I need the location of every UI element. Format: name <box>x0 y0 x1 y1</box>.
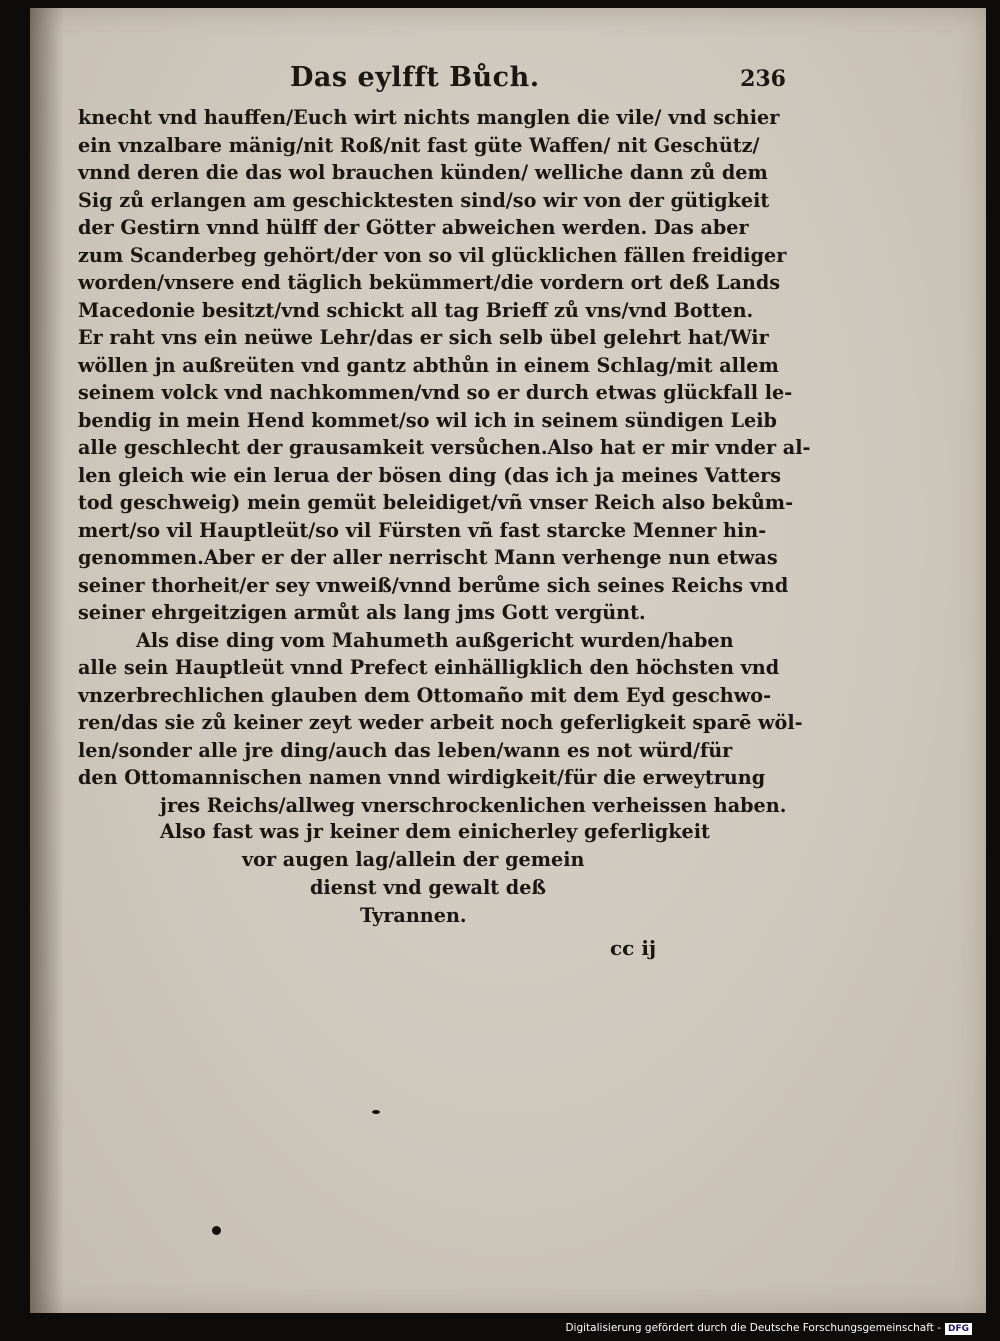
text-line: seiner thorheit/er sey vnweiß/vnnd berůme sich seines Reichs vnd <box>78 573 789 597</box>
text-line: Macedonie besitzt/vnd schickt all tag Brieff zů vns/vnd Botten. <box>78 298 754 322</box>
text-line: knecht vnd hauffen/Euch wirt nichts manglen die vile/ vnd schier <box>78 106 780 129</box>
digitization-credit <box>565 1322 972 1335</box>
closing-line: vor augen lag/allein der gemein <box>242 848 585 871</box>
credit-text: Digitalisierung gefördert durch die Deutsche Forschungsgemeinschaft - <box>565 1322 941 1334</box>
closing-line: Tyrannen. <box>360 904 467 927</box>
text-line: zum Scanderbeg gehört/der von so vil glücklichen fällen freidiger <box>78 243 787 267</box>
text-line: wöllen jn außreüten vnd gantz abthůn in einem Schlag/mit allem <box>78 353 779 377</box>
text-line: den Ottomannischen namen vnnd wirdigkeit/für die erweytrung <box>78 766 766 789</box>
book-page <box>30 8 986 1313</box>
text-line: Er raht vns ein neüwe Lehr/das er sich selb übel gelehrt hat/Wir <box>78 326 769 349</box>
text-line: genommen.Aber er der aller nerrischt Mann verhenge nun etwas <box>78 546 778 569</box>
paragraph-first-line: Als dise ding vom Mahumeth außgericht wurden/haben <box>136 628 734 652</box>
text-line: bendig in mein Hend kommet/so wil ich in seinem sündigen Leib <box>78 408 777 432</box>
text-line: vnzerbrechlichen glauben dem Ottomaño mit dem Eyd geschwo- <box>78 683 772 707</box>
text-line: seiner ehrgeitzigen armůt als lang jms Gott vergünt. <box>78 601 646 624</box>
text-line: vnnd deren die das wol brauchen künden/ welliche dann zů dem <box>78 161 768 184</box>
text-line: len gleich wie ein lerua der bösen ding (das ich ja meines Vatters <box>78 463 782 487</box>
text-line: alle geschlecht der grausamkeit versůchen.Also hat er mir vnder al- <box>78 436 811 459</box>
spine-shadow <box>30 8 64 1313</box>
body-text <box>78 104 811 819</box>
page-header <box>30 62 986 102</box>
folio-number: 236 <box>740 66 786 92</box>
signature-mark: cc ij <box>610 936 657 960</box>
ink-speck <box>372 1110 380 1114</box>
text-line: seinem volck vnd nachkommen/vnd so er durch etwas glückfall le- <box>78 381 793 404</box>
text-line: jres Reichs/allweg vnerschrockenlichen verheissen haben. <box>160 793 787 817</box>
dfg-logo: DFG <box>945 1323 972 1335</box>
text-line: alle sein Hauptleüt vnnd Prefect einhälligklich den höchsten vnd <box>78 656 780 679</box>
text-line: len/sonder alle jre ding/auch das leben/wann es not würd/für <box>78 738 733 762</box>
text-line: Sig zů erlangen am geschicktesten sind/so wir von der gütigkeit <box>78 188 770 212</box>
text-line: ren/das sie zů keiner zeyt weder arbeit noch geferligkeit sparē wöl- <box>78 711 803 734</box>
text-line: tod geschweig) mein gemüt beleidiget/vñ vnser Reich also bekům- <box>78 491 794 514</box>
closing-line: dienst vnd gewalt deß <box>310 876 547 899</box>
text-line: ein vnzalbare mänig/nit Roß/nit fast güte Waffen/ nit Geschütz/ <box>78 133 760 157</box>
closing-line: Also fast was jr keiner dem einicherley geferligkeit <box>160 820 710 843</box>
text-line: worden/vnsere end täglich bekümmert/die vordern ort deß Lands <box>78 271 781 294</box>
ink-speck <box>212 1226 221 1235</box>
text-line: der Gestirn vnnd hülff der Götter abweichen werden. Das aber <box>78 216 749 239</box>
text-line: mert/so vil Hauptleüt/so vil Fürsten vñ fast starcke Menner hin- <box>78 518 767 542</box>
running-title: Das eylfft Bůch. <box>290 62 540 93</box>
